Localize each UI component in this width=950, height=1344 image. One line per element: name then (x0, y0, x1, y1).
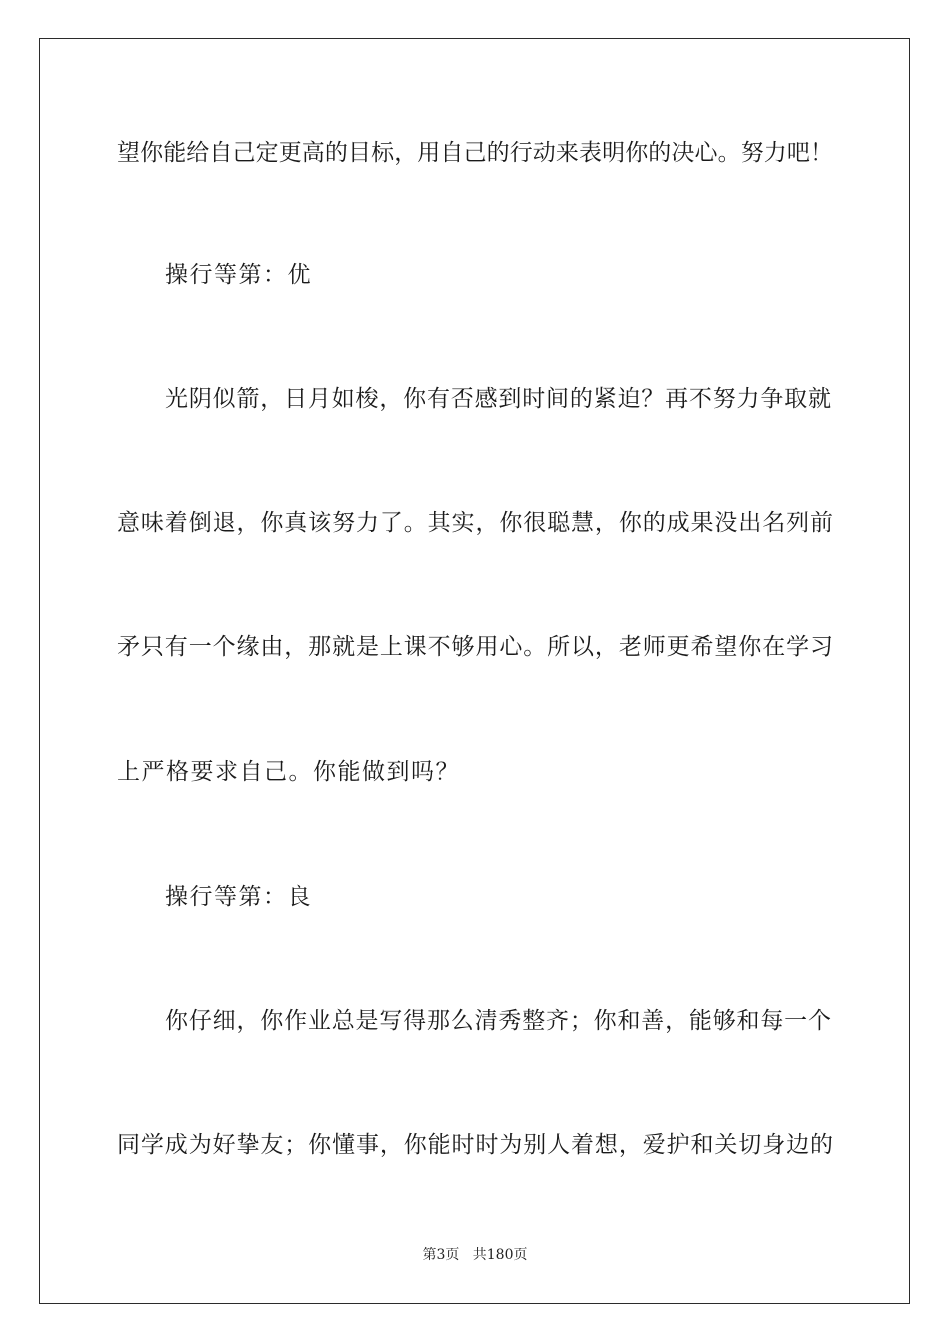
paragraph-line: 意味着倒退，你真该努力了。其实，你很聪慧，你的成果没出名列前 (117, 510, 833, 536)
page-number: 第3页 (422, 1247, 460, 1263)
paragraph-line: 你仔细，你作业总是写得那么清秀整齐；你和善，能够和每一个 (165, 1008, 831, 1034)
page-total: 共180页 (472, 1247, 528, 1263)
conduct-grade-line: 操行等第：良 (165, 884, 312, 910)
paragraph-line: 光阴似箭，日月如梭，你有否感到时间的紧迫？再不努力争取就 (165, 386, 831, 412)
paragraph-line: 上严格要求自己。你能做到吗？ (117, 759, 460, 785)
conduct-grade-line: 操行等第：优 (165, 262, 312, 288)
page-border (39, 38, 910, 1304)
paragraph-line: 同学成为好挚友；你懂事，你能时时为别人着想，爱护和关切身边的 (117, 1132, 833, 1158)
paragraph-line: 望你能给自己定更高的目标，用自己的行动来表明你的决心。努力吧！ (117, 140, 833, 166)
paragraph-line: 矛只有一个缘由，那就是上课不够用心。所以，老师更希望你在学习 (117, 634, 833, 660)
page-footer (0, 1246, 950, 1264)
